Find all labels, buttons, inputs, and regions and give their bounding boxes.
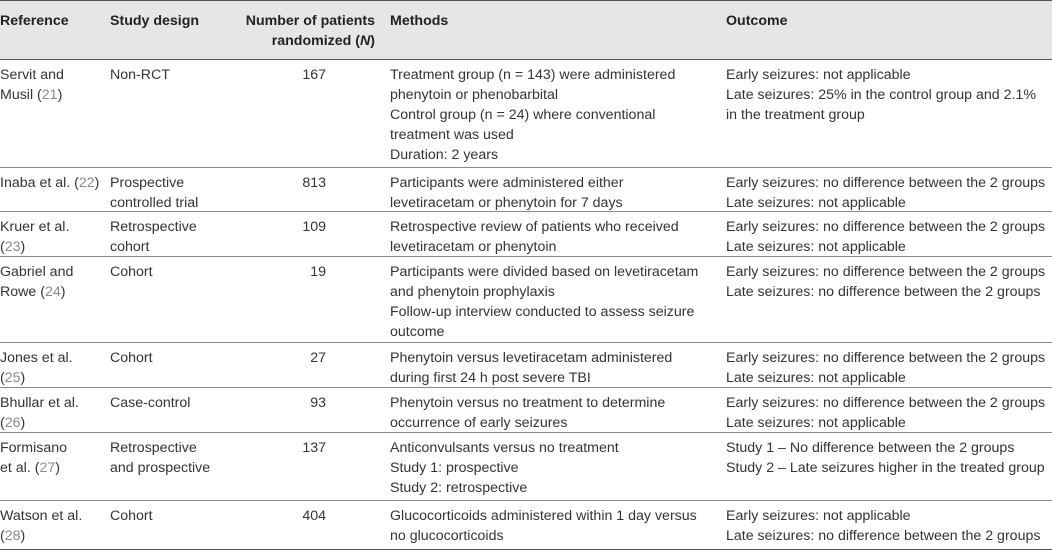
reference-link[interactable]: 26	[4, 415, 21, 431]
study-design-cell: Retrospective cohort	[110, 219, 197, 255]
reference-cell: Bhullar et al. (26)	[0, 395, 79, 431]
study-design-cell: Cohort	[110, 350, 153, 366]
table-row	[0, 212, 1052, 257]
reference-link[interactable]: 27	[39, 460, 56, 476]
header-methods: Methods	[390, 13, 449, 29]
table-row	[0, 168, 1052, 212]
table-row	[0, 388, 1052, 433]
patients-cell: 167	[302, 67, 326, 83]
methods-cell: Anticonvulsants versus no treatment Study 1: prospective Study 2: retrospective	[390, 440, 619, 496]
methods-cell: Participants were administered either levetiracetam or phenytoin for 7 days	[390, 175, 624, 211]
study-design-cell: Case-control	[110, 395, 191, 411]
reference-text: Kruer et al. (	[0, 219, 70, 255]
outcome-cell: Early seizures: no difference between the 2 groups Late seizures: not applicable	[726, 350, 1046, 386]
reference-text: Watson et al. (	[0, 508, 83, 544]
methods-cell: Phenytoin versus levetiracetam administered during first 24 h post severe TBI	[390, 350, 673, 386]
table-row	[0, 501, 1052, 550]
reference-cell: Inaba et al. (22)	[0, 175, 100, 191]
reference-cell: Formisano et al. (27)	[0, 440, 68, 476]
header-patients-line2: randomized (	[271, 33, 361, 49]
study-design-cell: Cohort	[110, 264, 153, 280]
study-design-cell: Retrospective and prospective	[110, 440, 211, 476]
table-header	[0, 0, 1052, 60]
outcome-cell: Study 1 – No difference between the 2 groups Study 2 – Late seizures higher in the treated group	[726, 440, 1045, 476]
study-design-cell: Cohort	[110, 508, 153, 524]
outcome-cell: Early seizures: no difference between the 2 groups Late seizures: not applicable	[726, 395, 1046, 431]
reference-cell: Kruer et al. (23)	[0, 219, 70, 255]
methods-cell: Phenytoin versus no treatment to determine occurrence of early seizures	[390, 395, 666, 431]
reference-cell: Jones et al. (25)	[0, 350, 73, 386]
patients-cell: 19	[310, 264, 326, 280]
outcome-cell: Early seizures: not applicable Late seizures: 25% in the control group and 2.1% in the treatment group	[726, 67, 1036, 123]
table-row	[0, 343, 1052, 388]
header-reference: Reference	[0, 13, 69, 29]
reference-text: Jones et al. (	[0, 350, 73, 386]
patients-cell: 137	[302, 440, 326, 456]
header-patients	[230, 11, 375, 51]
patients-cell: 93	[310, 395, 326, 411]
header-outcome: Outcome	[726, 13, 788, 29]
reference-text: Gabriel and Rowe (	[0, 264, 74, 300]
methods-cell: Glucocorticoids administered within 1 day versus no glucocorticoids	[390, 508, 697, 544]
methods-cell: Participants were divided based on levetiracetam and phenytoin prophylaxis Follow-up interview conducted to assess seizure outcome	[390, 264, 699, 340]
reference-link[interactable]: 21	[41, 87, 58, 103]
patients-cell: 813	[302, 175, 326, 191]
table-row	[0, 257, 1052, 343]
patients-cell: 109	[302, 219, 326, 235]
outcome-cell: Early seizures: no difference between the 2 groups Late seizures: not applicable	[726, 219, 1046, 255]
outcome-cell: Early seizures: not applicable Late seizures: no difference between the 2 groups	[726, 508, 1041, 544]
reference-cell: Servit and Musil (21)	[0, 67, 64, 103]
reference-link[interactable]: 25	[4, 370, 21, 386]
reference-link[interactable]: 22	[78, 175, 95, 191]
patients-cell: 27	[310, 350, 326, 366]
reference-text: Formisano et al. (	[0, 440, 68, 476]
methods-cell: Retrospective review of patients who received levetiracetam or phenytoin	[390, 219, 679, 255]
study-design-cell: Non-RCT	[110, 67, 170, 83]
outcome-cell: Early seizures: no difference between the 2 groups Late seizures: no difference between the 2 groups	[726, 264, 1046, 300]
header-study-design: Study design	[110, 13, 200, 29]
header-patients-close: )	[370, 33, 375, 49]
patients-cell: 404	[302, 508, 326, 524]
reference-text: Servit and Musil (	[0, 67, 64, 103]
reference-cell: Gabriel and Rowe (24)	[0, 264, 74, 300]
outcome-cell: Early seizures: no difference between the 2 groups Late seizures: not applicable	[726, 175, 1046, 211]
reference-cell: Watson et al. (28)	[0, 508, 83, 544]
reference-text: Inaba et al. (	[0, 175, 79, 191]
table-row	[0, 433, 1052, 501]
reference-link[interactable]: 28	[4, 528, 21, 544]
table-row	[0, 60, 1052, 168]
study-design-cell: Prospective controlled trial	[110, 175, 199, 211]
header-patients-line1: Number of patients	[245, 13, 375, 29]
header-patients-n: N	[360, 33, 371, 49]
reference-link[interactable]: 23	[4, 239, 21, 255]
reference-text: Bhullar et al. (	[0, 395, 79, 431]
methods-cell: Treatment group (n = 143) were administered phenytoin or phenobarbital Control group (n = 24) where conventional treatment was used Duration: 2 years	[390, 67, 676, 163]
reference-link[interactable]: 24	[44, 284, 61, 300]
